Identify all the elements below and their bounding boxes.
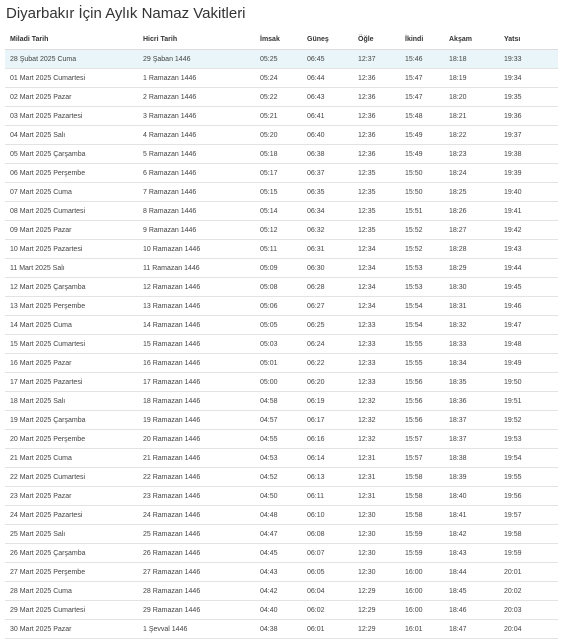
header-ogle: Öğle (353, 29, 400, 50)
cell-ogle: 12:31 (353, 449, 400, 468)
cell-miladi-tarih: 21 Mart 2025 Cuma (5, 449, 138, 468)
cell-aksam: 18:37 (444, 411, 499, 430)
cell-miladi-tarih: 30 Mart 2025 Pazar (5, 620, 138, 639)
cell-aksam: 18:41 (444, 506, 499, 525)
cell-miladi-tarih: 02 Mart 2025 Pazar (5, 88, 138, 107)
cell-hicri-tarih: 10 Ramazan 1446 (138, 240, 255, 259)
cell-hicri-tarih: 22 Ramazan 1446 (138, 468, 255, 487)
cell-imsak: 04:57 (255, 411, 302, 430)
cell-imsak: 04:48 (255, 506, 302, 525)
cell-miladi-tarih: 06 Mart 2025 Perşembe (5, 164, 138, 183)
cell-imsak: 05:24 (255, 69, 302, 88)
table-header-row (5, 29, 558, 50)
cell-miladi-tarih: 22 Mart 2025 Cumartesi (5, 468, 138, 487)
cell-ikindi: 15:58 (400, 468, 444, 487)
cell-hicri-tarih: 23 Ramazan 1446 (138, 487, 255, 506)
cell-gunes: 06:14 (302, 449, 353, 468)
cell-ikindi: 15:54 (400, 297, 444, 316)
cell-yatsi: 19:59 (499, 544, 558, 563)
cell-ikindi: 15:48 (400, 107, 444, 126)
cell-gunes: 06:37 (302, 164, 353, 183)
cell-gunes: 06:41 (302, 107, 353, 126)
table-row (5, 202, 558, 221)
cell-ikindi: 16:00 (400, 563, 444, 582)
cell-hicri-tarih: 4 Ramazan 1446 (138, 126, 255, 145)
table-row (5, 506, 558, 525)
cell-hicri-tarih: 17 Ramazan 1446 (138, 373, 255, 392)
cell-miladi-tarih: 14 Mart 2025 Cuma (5, 316, 138, 335)
cell-aksam: 18:44 (444, 563, 499, 582)
cell-ogle: 12:34 (353, 259, 400, 278)
table-row (5, 50, 558, 69)
cell-ogle: 12:31 (353, 468, 400, 487)
cell-gunes: 06:35 (302, 183, 353, 202)
cell-gunes: 06:01 (302, 620, 353, 639)
cell-gunes: 06:24 (302, 335, 353, 354)
cell-yatsi: 19:45 (499, 278, 558, 297)
cell-miladi-tarih: 24 Mart 2025 Pazartesi (5, 506, 138, 525)
cell-gunes: 06:11 (302, 487, 353, 506)
cell-ogle: 12:30 (353, 563, 400, 582)
cell-ogle: 12:37 (353, 50, 400, 69)
cell-hicri-tarih: 27 Ramazan 1446 (138, 563, 255, 582)
cell-hicri-tarih: 11 Ramazan 1446 (138, 259, 255, 278)
cell-aksam: 18:23 (444, 145, 499, 164)
cell-aksam: 18:22 (444, 126, 499, 145)
cell-ogle: 12:32 (353, 411, 400, 430)
cell-gunes: 06:19 (302, 392, 353, 411)
cell-yatsi: 19:44 (499, 259, 558, 278)
cell-hicri-tarih: 3 Ramazan 1446 (138, 107, 255, 126)
cell-ikindi: 15:56 (400, 373, 444, 392)
cell-aksam: 18:29 (444, 259, 499, 278)
cell-aksam: 18:39 (444, 468, 499, 487)
cell-imsak: 04:52 (255, 468, 302, 487)
cell-miladi-tarih: 04 Mart 2025 Salı (5, 126, 138, 145)
cell-miladi-tarih: 25 Mart 2025 Salı (5, 525, 138, 544)
cell-miladi-tarih: 01 Mart 2025 Cumartesi (5, 69, 138, 88)
table-row (5, 449, 558, 468)
cell-yatsi: 20:01 (499, 563, 558, 582)
cell-ogle: 12:36 (353, 69, 400, 88)
cell-ikindi: 16:00 (400, 582, 444, 601)
cell-gunes: 06:04 (302, 582, 353, 601)
prayer-times-table (5, 29, 558, 639)
cell-hicri-tarih: 7 Ramazan 1446 (138, 183, 255, 202)
cell-imsak: 04:43 (255, 563, 302, 582)
cell-miladi-tarih: 10 Mart 2025 Pazartesi (5, 240, 138, 259)
cell-hicri-tarih: 25 Ramazan 1446 (138, 525, 255, 544)
cell-ikindi: 16:01 (400, 620, 444, 639)
cell-ikindi: 15:47 (400, 88, 444, 107)
table-row (5, 126, 558, 145)
cell-yatsi: 19:50 (499, 373, 558, 392)
cell-yatsi: 19:36 (499, 107, 558, 126)
cell-gunes: 06:13 (302, 468, 353, 487)
table-row (5, 297, 558, 316)
cell-ikindi: 15:53 (400, 259, 444, 278)
cell-imsak: 04:40 (255, 601, 302, 620)
cell-ogle: 12:33 (353, 335, 400, 354)
table-row (5, 487, 558, 506)
cell-ogle: 12:33 (353, 316, 400, 335)
cell-ogle: 12:35 (353, 221, 400, 240)
cell-yatsi: 19:46 (499, 297, 558, 316)
cell-hicri-tarih: 12 Ramazan 1446 (138, 278, 255, 297)
cell-ogle: 12:29 (353, 582, 400, 601)
cell-yatsi: 19:38 (499, 145, 558, 164)
cell-imsak: 05:20 (255, 126, 302, 145)
cell-aksam: 18:36 (444, 392, 499, 411)
cell-gunes: 06:20 (302, 373, 353, 392)
cell-hicri-tarih: 6 Ramazan 1446 (138, 164, 255, 183)
cell-gunes: 06:22 (302, 354, 353, 373)
cell-hicri-tarih: 19 Ramazan 1446 (138, 411, 255, 430)
cell-yatsi: 19:33 (499, 50, 558, 69)
cell-miladi-tarih: 03 Mart 2025 Pazartesi (5, 107, 138, 126)
cell-miladi-tarih: 13 Mart 2025 Perşembe (5, 297, 138, 316)
cell-yatsi: 19:35 (499, 88, 558, 107)
cell-ikindi: 15:55 (400, 335, 444, 354)
header-gunes: Güneş (302, 29, 353, 50)
cell-ikindi: 15:56 (400, 392, 444, 411)
table-row (5, 620, 558, 639)
cell-aksam: 18:46 (444, 601, 499, 620)
cell-yatsi: 19:51 (499, 392, 558, 411)
table-row (5, 411, 558, 430)
cell-imsak: 05:03 (255, 335, 302, 354)
cell-imsak: 05:05 (255, 316, 302, 335)
table-row (5, 468, 558, 487)
cell-miladi-tarih: 11 Mart 2025 Salı (5, 259, 138, 278)
table-row (5, 164, 558, 183)
cell-ikindi: 15:58 (400, 487, 444, 506)
cell-ikindi: 15:55 (400, 354, 444, 373)
page-title: Diyarbakır İçin Aylık Namaz Vakitleri (6, 5, 246, 22)
cell-ogle: 12:36 (353, 126, 400, 145)
cell-miladi-tarih: 29 Mart 2025 Cumartesi (5, 601, 138, 620)
cell-imsak: 05:06 (255, 297, 302, 316)
cell-yatsi: 19:47 (499, 316, 558, 335)
cell-miladi-tarih: 09 Mart 2025 Pazar (5, 221, 138, 240)
cell-gunes: 06:44 (302, 69, 353, 88)
cell-ogle: 12:36 (353, 145, 400, 164)
cell-imsak: 04:47 (255, 525, 302, 544)
cell-ogle: 12:35 (353, 164, 400, 183)
cell-ogle: 12:32 (353, 430, 400, 449)
cell-gunes: 06:45 (302, 50, 353, 69)
cell-aksam: 18:35 (444, 373, 499, 392)
cell-aksam: 18:38 (444, 449, 499, 468)
cell-yatsi: 19:58 (499, 525, 558, 544)
cell-miladi-tarih: 28 Mart 2025 Cuma (5, 582, 138, 601)
cell-gunes: 06:16 (302, 430, 353, 449)
cell-aksam: 18:30 (444, 278, 499, 297)
cell-ogle: 12:29 (353, 620, 400, 639)
cell-aksam: 18:20 (444, 88, 499, 107)
cell-yatsi: 19:52 (499, 411, 558, 430)
cell-aksam: 18:21 (444, 107, 499, 126)
cell-ikindi: 15:57 (400, 449, 444, 468)
table-row (5, 525, 558, 544)
cell-imsak: 04:50 (255, 487, 302, 506)
cell-ogle: 12:34 (353, 297, 400, 316)
table-row (5, 145, 558, 164)
cell-ikindi: 15:54 (400, 316, 444, 335)
cell-miladi-tarih: 19 Mart 2025 Çarşamba (5, 411, 138, 430)
table-row (5, 240, 558, 259)
cell-ikindi: 15:53 (400, 278, 444, 297)
cell-imsak: 05:12 (255, 221, 302, 240)
cell-ogle: 12:32 (353, 392, 400, 411)
cell-miladi-tarih: 05 Mart 2025 Çarşamba (5, 145, 138, 164)
cell-hicri-tarih: 24 Ramazan 1446 (138, 506, 255, 525)
cell-ikindi: 15:50 (400, 164, 444, 183)
cell-hicri-tarih: 8 Ramazan 1446 (138, 202, 255, 221)
cell-imsak: 04:42 (255, 582, 302, 601)
cell-aksam: 18:19 (444, 69, 499, 88)
cell-ikindi: 15:56 (400, 411, 444, 430)
cell-gunes: 06:08 (302, 525, 353, 544)
cell-aksam: 18:26 (444, 202, 499, 221)
header-ikindi: İkindi (400, 29, 444, 50)
cell-miladi-tarih: 26 Mart 2025 Çarşamba (5, 544, 138, 563)
cell-aksam: 18:43 (444, 544, 499, 563)
cell-gunes: 06:40 (302, 126, 353, 145)
cell-aksam: 18:34 (444, 354, 499, 373)
table-row (5, 601, 558, 620)
cell-imsak: 04:53 (255, 449, 302, 468)
cell-gunes: 06:05 (302, 563, 353, 582)
cell-gunes: 06:07 (302, 544, 353, 563)
table-row (5, 316, 558, 335)
cell-miladi-tarih: 23 Mart 2025 Pazar (5, 487, 138, 506)
table-row (5, 354, 558, 373)
cell-gunes: 06:38 (302, 145, 353, 164)
cell-ikindi: 15:51 (400, 202, 444, 221)
cell-gunes: 06:43 (302, 88, 353, 107)
table-row (5, 88, 558, 107)
cell-hicri-tarih: 9 Ramazan 1446 (138, 221, 255, 240)
cell-imsak: 05:15 (255, 183, 302, 202)
table-body (5, 50, 558, 639)
header-imsak: İmsak (255, 29, 302, 50)
table-row (5, 183, 558, 202)
cell-yatsi: 19:43 (499, 240, 558, 259)
cell-imsak: 05:08 (255, 278, 302, 297)
cell-gunes: 06:10 (302, 506, 353, 525)
cell-yatsi: 20:02 (499, 582, 558, 601)
cell-aksam: 18:31 (444, 297, 499, 316)
cell-miladi-tarih: 18 Mart 2025 Salı (5, 392, 138, 411)
cell-ikindi: 15:59 (400, 525, 444, 544)
cell-hicri-tarih: 16 Ramazan 1446 (138, 354, 255, 373)
cell-ikindi: 15:50 (400, 183, 444, 202)
cell-ikindi: 15:52 (400, 221, 444, 240)
table-row (5, 563, 558, 582)
cell-miladi-tarih: 08 Mart 2025 Cumartesi (5, 202, 138, 221)
cell-ogle: 12:34 (353, 278, 400, 297)
cell-imsak: 05:22 (255, 88, 302, 107)
cell-imsak: 04:58 (255, 392, 302, 411)
cell-imsak: 05:18 (255, 145, 302, 164)
cell-gunes: 06:25 (302, 316, 353, 335)
cell-miladi-tarih: 28 Şubat 2025 Cuma (5, 50, 138, 69)
cell-hicri-tarih: 18 Ramazan 1446 (138, 392, 255, 411)
cell-hicri-tarih: 26 Ramazan 1446 (138, 544, 255, 563)
table-row (5, 392, 558, 411)
cell-imsak: 05:14 (255, 202, 302, 221)
cell-imsak: 05:01 (255, 354, 302, 373)
cell-yatsi: 20:04 (499, 620, 558, 639)
cell-ogle: 12:33 (353, 373, 400, 392)
cell-miladi-tarih: 17 Mart 2025 Pazartesi (5, 373, 138, 392)
cell-ikindi: 16:00 (400, 601, 444, 620)
cell-gunes: 06:30 (302, 259, 353, 278)
table-row (5, 107, 558, 126)
cell-imsak: 04:45 (255, 544, 302, 563)
cell-ogle: 12:30 (353, 525, 400, 544)
cell-imsak: 05:09 (255, 259, 302, 278)
cell-yatsi: 19:48 (499, 335, 558, 354)
header-miladi-tarih: Miladi Tarih (5, 29, 138, 50)
table-row (5, 373, 558, 392)
cell-aksam: 18:42 (444, 525, 499, 544)
cell-ogle: 12:35 (353, 183, 400, 202)
cell-imsak: 05:17 (255, 164, 302, 183)
cell-hicri-tarih: 1 Ramazan 1446 (138, 69, 255, 88)
cell-imsak: 05:00 (255, 373, 302, 392)
header-aksam: Akşam (444, 29, 499, 50)
cell-yatsi: 19:55 (499, 468, 558, 487)
cell-hicri-tarih: 2 Ramazan 1446 (138, 88, 255, 107)
table-row (5, 430, 558, 449)
table-row (5, 278, 558, 297)
table-row (5, 221, 558, 240)
cell-imsak: 05:25 (255, 50, 302, 69)
cell-ikindi: 15:47 (400, 69, 444, 88)
cell-aksam: 18:28 (444, 240, 499, 259)
cell-ikindi: 15:46 (400, 50, 444, 69)
cell-yatsi: 19:53 (499, 430, 558, 449)
cell-yatsi: 19:54 (499, 449, 558, 468)
cell-aksam: 18:25 (444, 183, 499, 202)
cell-ikindi: 15:58 (400, 506, 444, 525)
table-row (5, 582, 558, 601)
cell-ikindi: 15:49 (400, 126, 444, 145)
cell-hicri-tarih: 15 Ramazan 1446 (138, 335, 255, 354)
cell-yatsi: 19:37 (499, 126, 558, 145)
cell-imsak: 04:38 (255, 620, 302, 639)
cell-ikindi: 15:59 (400, 544, 444, 563)
cell-aksam: 18:45 (444, 582, 499, 601)
table-row (5, 335, 558, 354)
header-hicri-tarih: Hicri Tarih (138, 29, 255, 50)
cell-gunes: 06:31 (302, 240, 353, 259)
cell-yatsi: 19:49 (499, 354, 558, 373)
cell-yatsi: 19:57 (499, 506, 558, 525)
cell-aksam: 18:33 (444, 335, 499, 354)
cell-aksam: 18:47 (444, 620, 499, 639)
cell-ikindi: 15:57 (400, 430, 444, 449)
cell-ogle: 12:35 (353, 202, 400, 221)
cell-aksam: 18:18 (444, 50, 499, 69)
cell-gunes: 06:27 (302, 297, 353, 316)
cell-aksam: 18:24 (444, 164, 499, 183)
cell-imsak: 05:11 (255, 240, 302, 259)
cell-yatsi: 19:40 (499, 183, 558, 202)
cell-ogle: 12:36 (353, 88, 400, 107)
cell-aksam: 18:40 (444, 487, 499, 506)
cell-yatsi: 19:39 (499, 164, 558, 183)
cell-yatsi: 19:56 (499, 487, 558, 506)
cell-gunes: 06:02 (302, 601, 353, 620)
cell-gunes: 06:28 (302, 278, 353, 297)
cell-ikindi: 15:52 (400, 240, 444, 259)
cell-aksam: 18:32 (444, 316, 499, 335)
cell-ogle: 12:36 (353, 107, 400, 126)
cell-ikindi: 15:49 (400, 145, 444, 164)
cell-miladi-tarih: 15 Mart 2025 Cumartesi (5, 335, 138, 354)
cell-imsak: 05:21 (255, 107, 302, 126)
cell-gunes: 06:34 (302, 202, 353, 221)
table-row (5, 69, 558, 88)
cell-yatsi: 19:42 (499, 221, 558, 240)
cell-ogle: 12:30 (353, 506, 400, 525)
cell-hicri-tarih: 14 Ramazan 1446 (138, 316, 255, 335)
cell-miladi-tarih: 20 Mart 2025 Perşembe (5, 430, 138, 449)
cell-miladi-tarih: 27 Mart 2025 Perşembe (5, 563, 138, 582)
cell-aksam: 18:37 (444, 430, 499, 449)
cell-miladi-tarih: 12 Mart 2025 Çarşamba (5, 278, 138, 297)
cell-aksam: 18:27 (444, 221, 499, 240)
cell-yatsi: 20:03 (499, 601, 558, 620)
cell-hicri-tarih: 13 Ramazan 1446 (138, 297, 255, 316)
table-row (5, 544, 558, 563)
cell-gunes: 06:32 (302, 221, 353, 240)
table-row (5, 259, 558, 278)
header-yatsi: Yatsı (499, 29, 558, 50)
cell-ogle: 12:33 (353, 354, 400, 373)
cell-ogle: 12:29 (353, 601, 400, 620)
cell-miladi-tarih: 16 Mart 2025 Pazar (5, 354, 138, 373)
cell-hicri-tarih: 29 Ramazan 1446 (138, 601, 255, 620)
cell-hicri-tarih: 21 Ramazan 1446 (138, 449, 255, 468)
cell-hicri-tarih: 1 Şevval 1446 (138, 620, 255, 639)
cell-hicri-tarih: 5 Ramazan 1446 (138, 145, 255, 164)
cell-ogle: 12:31 (353, 487, 400, 506)
cell-gunes: 06:17 (302, 411, 353, 430)
cell-hicri-tarih: 20 Ramazan 1446 (138, 430, 255, 449)
cell-ogle: 12:30 (353, 544, 400, 563)
cell-hicri-tarih: 29 Şaban 1446 (138, 50, 255, 69)
cell-miladi-tarih: 07 Mart 2025 Cuma (5, 183, 138, 202)
cell-ogle: 12:34 (353, 240, 400, 259)
cell-hicri-tarih: 28 Ramazan 1446 (138, 582, 255, 601)
cell-imsak: 04:55 (255, 430, 302, 449)
cell-yatsi: 19:34 (499, 69, 558, 88)
cell-yatsi: 19:41 (499, 202, 558, 221)
